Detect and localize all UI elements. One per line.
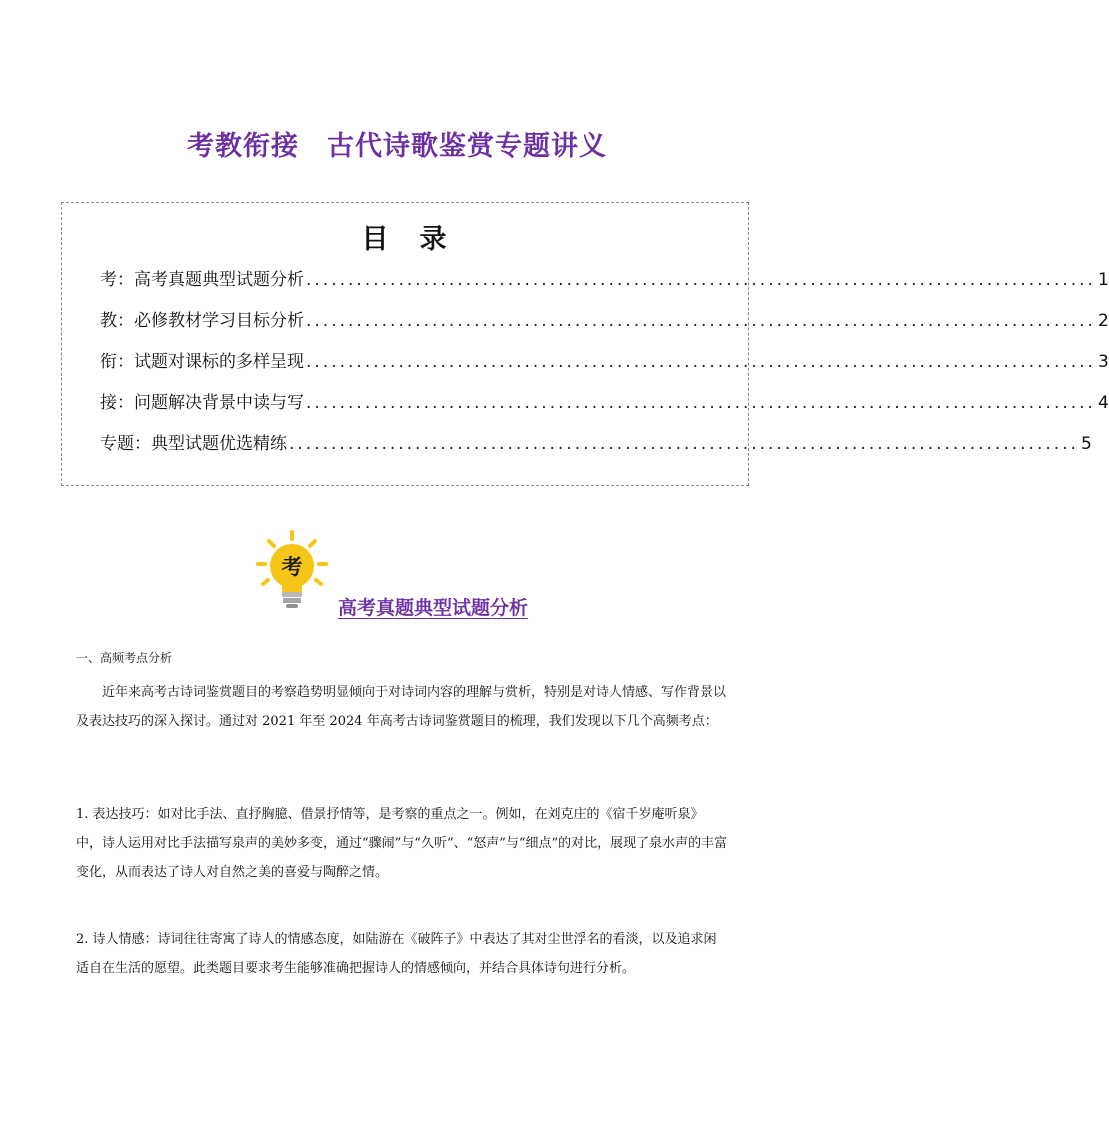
table-of-contents bbox=[61, 202, 1109, 486]
lightbulb-character: 考 bbox=[281, 555, 303, 579]
page-title: 考教衔接 古代诗歌鉴赏专题讲义 bbox=[187, 131, 607, 162]
lightbulb-icon bbox=[252, 530, 332, 616]
toc-entry-xian[interactable] bbox=[100, 347, 1109, 377]
toc-entry-label: 考：高考真题典型试题分析 bbox=[100, 270, 304, 290]
intro-paragraph: 近年来高考古诗词鉴赏题目的考察趋势明显倾向于对诗词内容的理解与赏析，特别是对诗人情感、写作背景以及表达技巧的深入探讨。通过对 2021 年至 2024 年高考古诗词鉴赏题目的梳理，我们发现以下几个高频考点： bbox=[76, 685, 727, 729]
toc-entry-zhuanti[interactable] bbox=[100, 429, 1092, 459]
toc-page-number: 4 bbox=[1097, 393, 1109, 413]
toc-leader-dots: .............................................................................................. bbox=[306, 352, 1096, 372]
toc-entry-jiao[interactable] bbox=[100, 306, 1109, 336]
toc-heading: 目 录 bbox=[361, 224, 449, 255]
toc-page-number: 2 bbox=[1097, 311, 1109, 331]
section-title: 高考真题典型试题分析 bbox=[338, 597, 529, 619]
toc-entry-label: 专题：典型试题优选精练 bbox=[100, 434, 287, 454]
point-2-paragraph: 2. 诗人情感：诗词往往寄寓了诗人的情感态度，如陆游在《破阵子》中表达了其对尘世浮名的看淡，以及追求闲适自在生活的愿望。此类题目要求考生能够准确把握诗人的情感倾向，并结合具体诗句进行分析。 bbox=[76, 932, 717, 976]
toc-leader-dots: .............................................................................................. bbox=[306, 311, 1096, 331]
toc-leader-dots: .............................................................................................. bbox=[306, 393, 1096, 413]
sub-heading: 一、高频考点分析 bbox=[76, 651, 173, 665]
toc-leader-dots: .............................................................................................. bbox=[306, 270, 1096, 290]
toc-entry-label: 接：问题解决背景中读与写 bbox=[100, 393, 304, 413]
toc-leader-dots: .............................................................................................. bbox=[289, 434, 1079, 454]
toc-page-number: 1 bbox=[1097, 270, 1109, 290]
toc-entry-jie[interactable] bbox=[100, 388, 1109, 418]
toc-page-number: 5 bbox=[1080, 434, 1092, 454]
toc-entry-label: 衔：试题对课标的多样呈现 bbox=[100, 352, 304, 372]
toc-page-number: 3 bbox=[1097, 352, 1109, 372]
toc-entry-kao[interactable] bbox=[100, 265, 1109, 295]
point-1-paragraph: 1. 表达技巧：如对比手法、直抒胸臆、借景抒情等，是考察的重点之一。例如，在刘克庄的《宿千岁庵听泉》中，诗人运用对比手法描写泉声的美妙多变，通过“骤闹”与“久听”、“怒声”与“细点”的对比，展现了泉水声的丰富变化，从而表达了诗人对自然之美的喜爱与陶醉之情。 bbox=[76, 807, 728, 880]
toc-entry-label: 教：必修教材学习目标分析 bbox=[100, 311, 304, 331]
